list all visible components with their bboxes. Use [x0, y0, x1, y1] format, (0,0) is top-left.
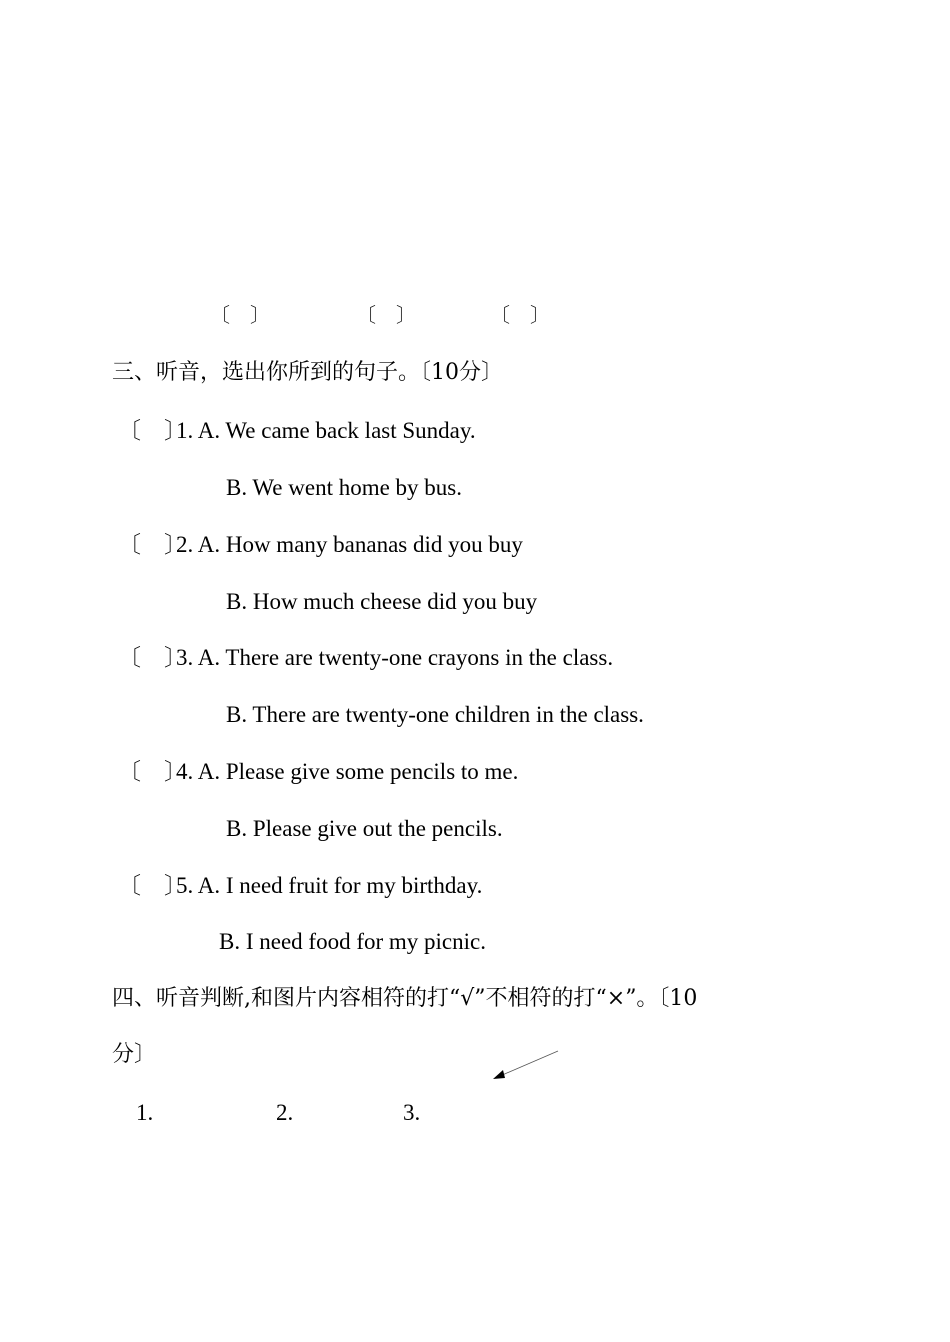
question-3-option-b: B. There are twenty-one children in the class.	[226, 702, 644, 727]
question-2-option-a: 2. A. How many bananas did you buy	[176, 532, 523, 557]
question-5-bracket: 〔 〕	[118, 873, 187, 898]
picture-number-3: 3.	[403, 1100, 421, 1125]
question-4-option-a: 4. A. Please give some pencils to me.	[176, 759, 519, 784]
question-2-bracket: 〔 〕	[118, 532, 187, 557]
question-2-row	[118, 530, 523, 560]
picture-number-2: 2.	[276, 1100, 294, 1125]
question-1-row	[118, 416, 476, 446]
section3-title: 三、听音，选出你所到的句子。〔10分〕	[112, 360, 503, 385]
question-5-option-b: B. I need food for my picnic.	[219, 929, 486, 954]
question-3-row	[118, 643, 613, 673]
picture-answer-bracket-1: 〔 〕	[210, 305, 270, 327]
question-4-option-b: B. Please give out the pencils.	[226, 816, 503, 841]
section4-title-line2: 分〕	[112, 1042, 157, 1067]
question-2-option-b: B. How much cheese did you buy	[226, 589, 538, 614]
picture-number-1: 1.	[136, 1100, 154, 1125]
section4-title-line1: 四、听音判断,和图片内容相符的打“√”不相符的打“×”。〔10	[112, 986, 698, 1011]
question-4-bracket: 〔 〕	[118, 759, 187, 784]
question-1-option-b: B. We went home by bus.	[226, 475, 463, 500]
question-5-row	[118, 871, 482, 901]
picture-answer-bracket-2: 〔 〕	[356, 305, 416, 327]
arrow-icon	[490, 1048, 562, 1084]
question-4-row	[118, 757, 518, 787]
question-3-option-a: 3. A. There are twenty-one crayons in the class.	[176, 645, 614, 670]
question-3-bracket: 〔 〕	[118, 645, 187, 670]
question-5-option-a: 5. A. I need fruit for my birthday.	[176, 873, 483, 898]
picture-answer-bracket-3: 〔 〕	[490, 305, 550, 327]
question-1-bracket: 〔 〕	[118, 418, 187, 443]
question-1-option-a: 1. A. We came back last Sunday.	[176, 418, 476, 443]
